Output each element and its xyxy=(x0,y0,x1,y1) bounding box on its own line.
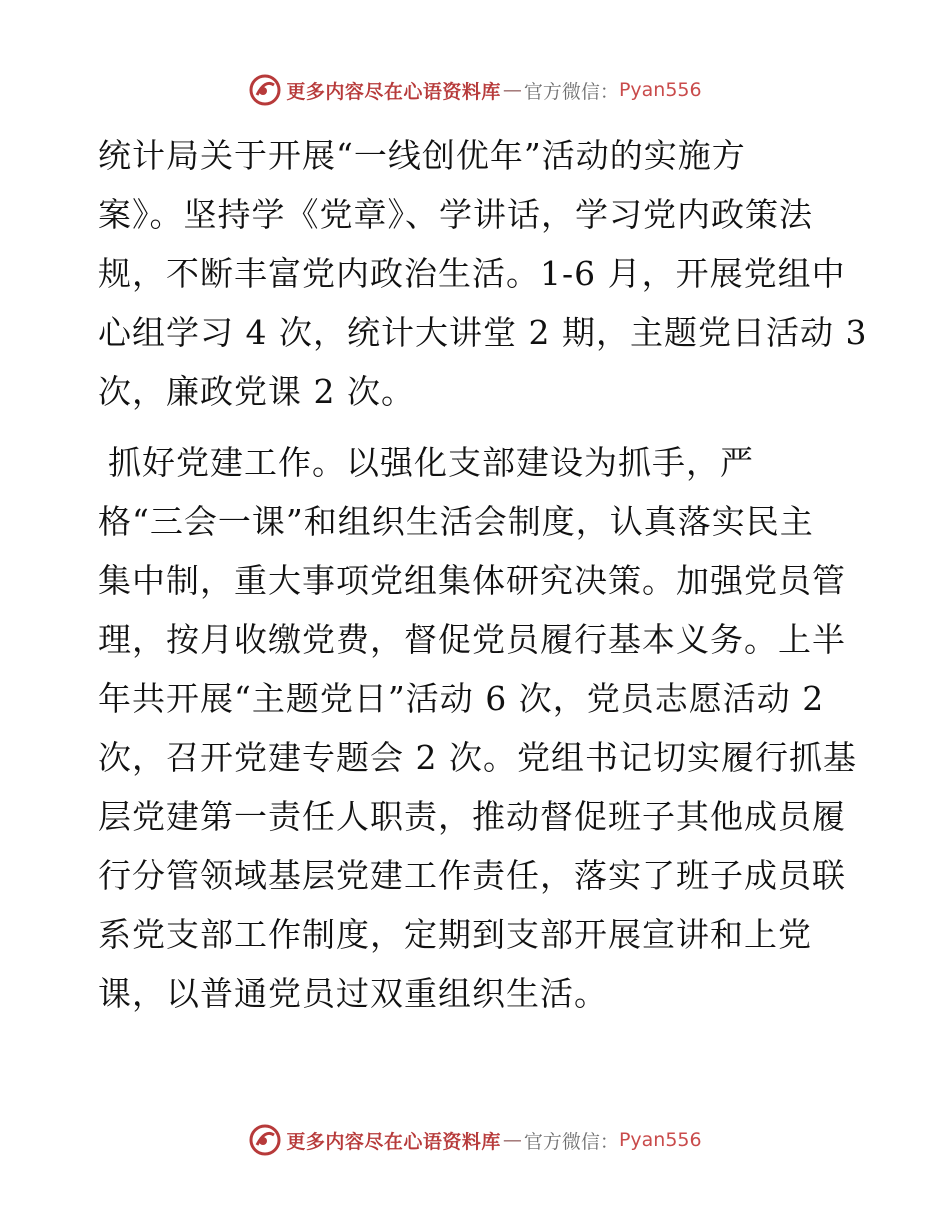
text-line: 案》。坚持学《党章》、学讲话，学习党内政策法 xyxy=(98,195,813,234)
footer-watermark xyxy=(0,1120,950,1160)
text-line: 统计局关于开展“一线创优年”活动的实施方 xyxy=(98,136,746,175)
text-line: 理，按月收缴党费，督促党员履行基本义务。上半 xyxy=(98,620,846,659)
watermark-id: Pyan556 xyxy=(618,79,702,101)
paragraph-1 xyxy=(98,126,868,421)
text-line: 年共开展“主题党日”活动 6 次，党员志愿活动 2 xyxy=(98,679,825,718)
watermark-label: 官方微信： xyxy=(523,1130,619,1153)
text-line: 次，召开党建专题会 2 次。党组书记切实履行抓基 xyxy=(98,738,857,777)
text-line: 规，不断丰富党内政治生活。1-6 月，开展党组中 xyxy=(98,254,846,293)
text-line: 抓好党建工作。以强化支部建设为抓手，严 xyxy=(108,443,754,482)
text-line: 层党建第一责任人职责，推动督促班子其他成员履 xyxy=(98,797,846,836)
watermark-separator: — xyxy=(502,79,522,101)
text-line: 行分管领域基层党建工作责任，落实了班子成员联 xyxy=(98,856,846,895)
logo-icon xyxy=(248,1123,282,1157)
watermark-text: 更多内容尽在心语资料库 xyxy=(286,80,501,103)
text-line: 格“三会一课”和组织生活会制度，认真落实民主 xyxy=(98,502,814,541)
watermark-label: 官方微信： xyxy=(523,80,619,103)
text-line: 系党支部工作制度，定期到支部开展宣讲和上党 xyxy=(98,915,812,954)
watermark-separator: — xyxy=(502,1129,522,1151)
text-line: 集中制，重大事项党组集体研究决策。加强党员管 xyxy=(98,561,846,600)
document-body xyxy=(98,126,868,1023)
header-watermark xyxy=(0,70,950,110)
paragraph-2 xyxy=(98,433,858,1023)
text-line: 心组学习 4 次，统计大讲堂 2 期，主题党日活动 3 xyxy=(98,313,868,352)
watermark-id: Pyan556 xyxy=(618,1129,702,1151)
text-line: 课，以普通党员过双重组织生活。 xyxy=(98,974,608,1013)
logo-icon xyxy=(248,73,282,107)
text-line: 次，廉政党课 2 次。 xyxy=(98,372,415,411)
watermark-text: 更多内容尽在心语资料库 xyxy=(286,1130,501,1153)
